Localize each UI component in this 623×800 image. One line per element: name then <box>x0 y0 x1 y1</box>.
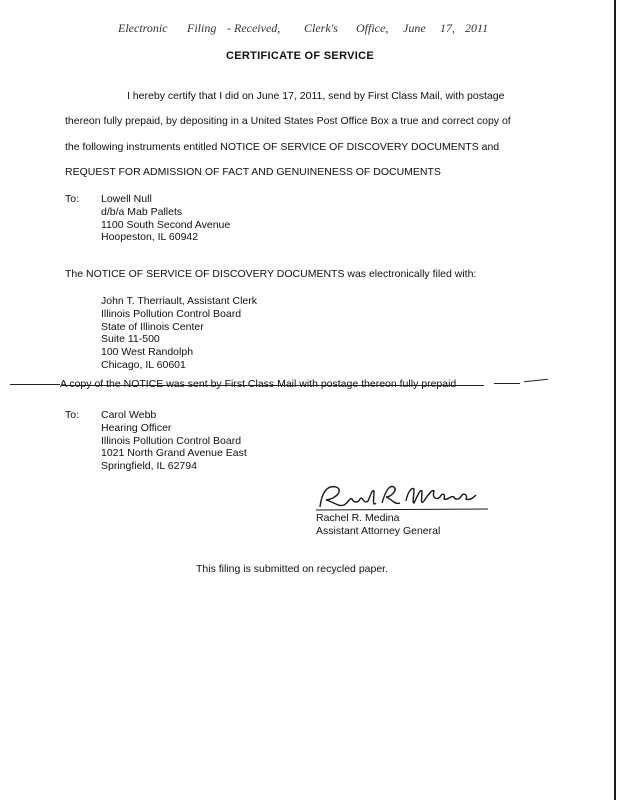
address-line: Chicago, IL 60601 <box>101 358 186 371</box>
address-line: 1021 North Grand Avenue East <box>101 447 247 460</box>
stamp-word: 2011 <box>465 21 489 35</box>
stamp-word: Office, <box>356 21 389 35</box>
address-line: 1100 South Second Avenue <box>101 218 231 231</box>
address-line: Hoopeston, IL 60942 <box>101 231 199 244</box>
signer-title: Assistant Attorney General <box>316 524 441 537</box>
clerk-address <box>101 295 257 372</box>
stamp-word: - Received, <box>227 21 281 35</box>
address-line: Carol Webb <box>101 409 157 421</box>
address-line: John T. Therriault, Assistant Clerk <box>101 295 258 307</box>
to-label: To: <box>65 193 80 205</box>
recycled-note: This filing is submitted on recycled paper. <box>196 563 389 575</box>
stamp-word: Filing <box>187 21 217 35</box>
address-line: Illinois Pollution Control Board <box>101 307 242 320</box>
signer-block <box>316 512 440 538</box>
address-line: d/b/a Mab Pallets <box>101 205 183 218</box>
to-label: To: <box>65 409 80 421</box>
body-line: the following instruments entitled NOTICE OF SERVICE OF DISCOVERY DOCUMENTS and <box>65 141 500 153</box>
address-line: 100 West Randolph <box>101 346 194 359</box>
scan-artifact-line <box>10 384 60 385</box>
recipient-address <box>101 409 247 473</box>
recipient-address <box>101 193 230 244</box>
body-line: REQUEST FOR ADMISSION OF FACT AND GENUINENESS OF DOCUMENTS <box>65 166 441 178</box>
address-line: Suite 11-500 <box>101 333 160 346</box>
filed-with-text: The NOTICE OF SERVICE OF DISCOVERY DOCUMENTS was electronically filed with: <box>65 268 477 280</box>
copy-sent-text: A copy of the NOTICE was sent by First Class Mail with postage thereon fully prepaid <box>60 378 457 390</box>
address-line: Illinois Pollution Control Board <box>101 434 242 447</box>
body-line: I hereby certify that I did on June 17, 2011, send by First Class Mail, with postage <box>127 90 505 102</box>
stamp-word: June <box>403 21 426 35</box>
address-line: Springfield, IL 62794 <box>101 460 197 473</box>
scan-artifact-line <box>524 379 548 383</box>
address-line: Lowell Null <box>101 193 152 205</box>
scan-artifact-line <box>494 383 520 384</box>
document-title: CERTIFICATE OF SERVICE <box>226 50 374 62</box>
body-line: thereon fully prepaid, by depositing in a United States Post Office Box a true and correct copy of <box>65 115 511 127</box>
stamp-word: 17, <box>440 21 455 35</box>
stamp-word: Electronic <box>118 21 168 35</box>
handwritten-signature <box>314 481 490 515</box>
signer-name: Rachel R. Medina <box>316 512 400 524</box>
address-line: Hearing Officer <box>101 421 172 434</box>
page-right-border <box>614 0 616 800</box>
strike-line <box>62 385 484 386</box>
address-line: State of Illinois Center <box>101 320 204 333</box>
stamp-word: Clerk's <box>304 21 338 35</box>
